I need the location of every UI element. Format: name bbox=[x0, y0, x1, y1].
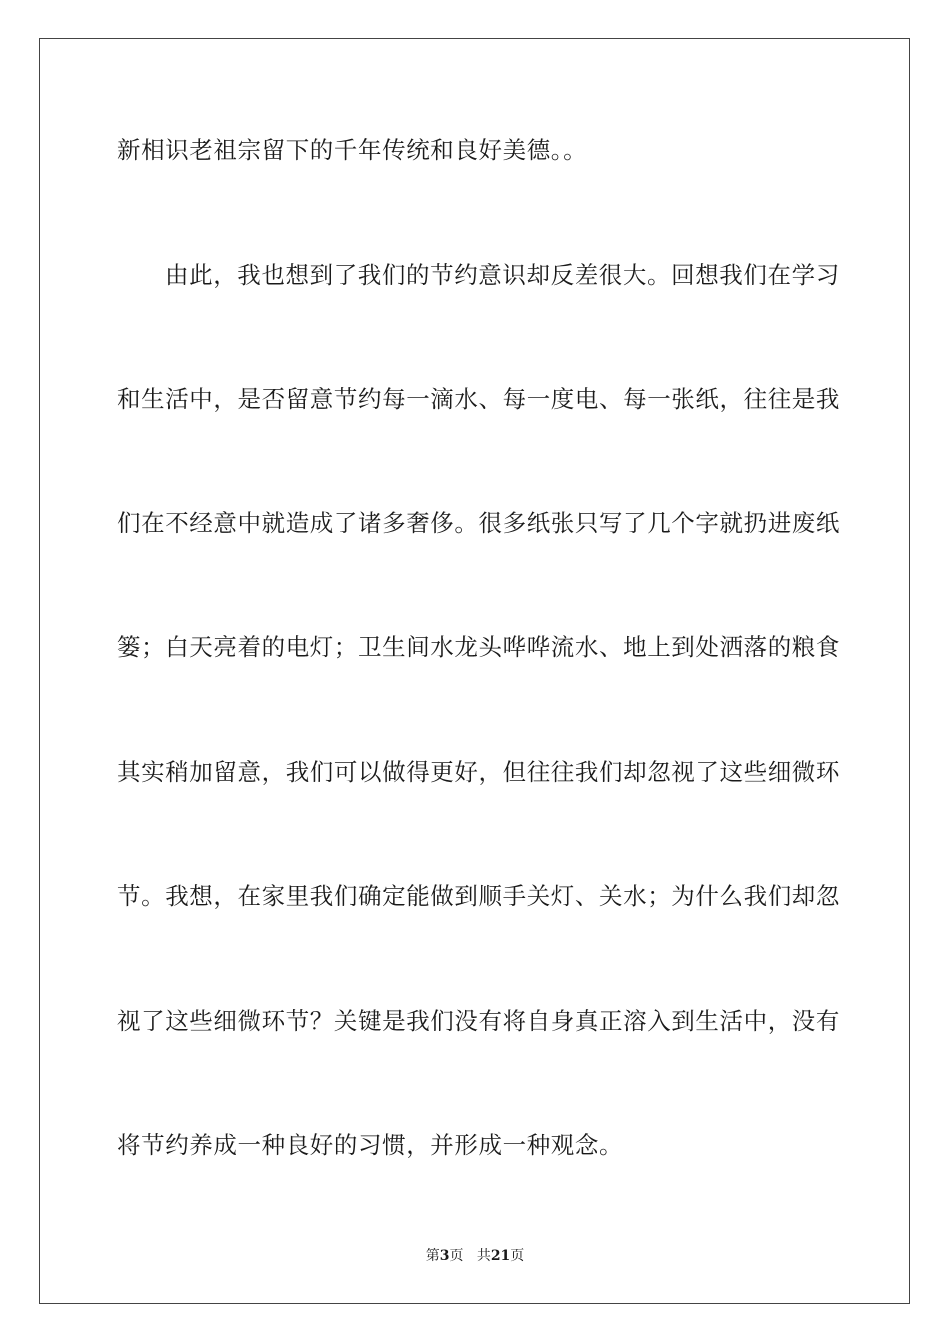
footer-total-suffix: 页 bbox=[510, 1248, 525, 1264]
paragraph-line-5: 篓；白天亮着的电灯；卫生间水龙头哗哗流水、地上到处洒落的粮食 bbox=[117, 633, 840, 661]
footer-page-suffix: 页 bbox=[449, 1248, 464, 1264]
paragraph-line-7: 节。我想，在家里我们确定能做到顺手关灯、关水；为什么我们却忽 bbox=[117, 882, 840, 910]
footer-page-prefix: 第 bbox=[425, 1248, 440, 1264]
paragraph-line-1: 新相识老祖宗留下的千年传统和良好美德。。 bbox=[117, 136, 588, 164]
paragraph-line-8: 视了这些细微环节？关键是我们没有将自身真正溶入到生活中，没有 bbox=[117, 1007, 840, 1035]
paragraph-line-2: 由此，我也想到了我们的节约意识却反差很大。回想我们在学习 bbox=[165, 261, 840, 289]
footer-total-prefix: 共 bbox=[476, 1248, 491, 1264]
footer-page-number: 3 bbox=[439, 1248, 450, 1264]
paragraph-line-6: 其实稍加留意，我们可以做得更好，但往往我们却忽视了这些细微环 bbox=[117, 758, 840, 786]
paragraph-line-4: 们在不经意中就造成了诸多奢侈。很多纸张只写了几个字就扔进废纸 bbox=[117, 509, 840, 537]
paragraph-line-3: 和生活中，是否留意节约每一滴水、每一度电、每一张纸，往往是我 bbox=[117, 385, 840, 413]
page-footer bbox=[0, 1246, 950, 1266]
page-border bbox=[39, 38, 910, 1304]
footer-total-pages: 21 bbox=[490, 1248, 511, 1264]
paragraph-line-9: 将节约养成一种良好的习惯，并形成一种观念。 bbox=[117, 1131, 624, 1159]
